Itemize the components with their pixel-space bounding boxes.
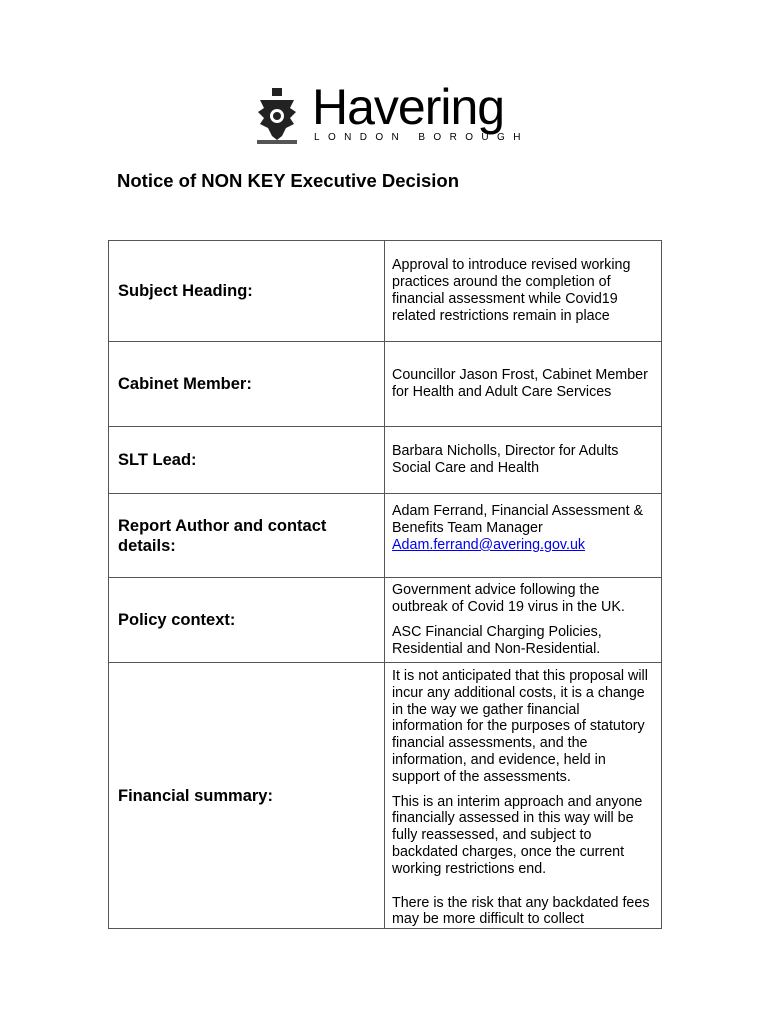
page-title: Notice of NON KEY Executive Decision — [117, 170, 460, 191]
brand-name: Havering — [312, 79, 505, 135]
brand-subtitle: LONDON BOROUGH — [314, 132, 529, 143]
table-row — [109, 663, 662, 929]
slt-lead-value: Barbara Nicholls, Director for Adults Social Care and Health — [392, 443, 619, 476]
row-label: Cabinet Member: — [109, 342, 385, 427]
row-label: Financial summary: — [109, 663, 385, 929]
havering-logo — [252, 79, 532, 150]
financial-summary-para: It is not anticipated that this proposal will incur any additional costs, it is a change in the way we gather financial information for the purposes of statutory financial assessments, and the information, and evidence, held in support of the assessments. — [392, 668, 648, 785]
financial-summary-para: This is an interim approach and anyone financially assessed in this way will be fully reassessed, and subject to backdated charges, once the current working restrictions end. — [392, 793, 643, 877]
financial-summary-para: There is the risk that any backdated fees may be more difficult to collect — [392, 894, 650, 928]
policy-context-para: Government advice following the outbreak of Covid 19 virus in the UK. — [392, 582, 625, 616]
table-row — [109, 342, 662, 427]
table-row — [109, 241, 662, 342]
row-label: Subject Heading: — [109, 241, 385, 342]
decision-table — [108, 240, 662, 929]
table-row — [109, 494, 662, 578]
crest-icon — [252, 86, 302, 148]
row-label: Report Author and contact details: — [109, 494, 385, 578]
subject-heading-value: Approval to introduce revised working practices around the completion of financial assessment while Covid19 related restrictions remain in place — [392, 257, 631, 324]
report-author-value: Adam Ferrand, Financial Assessment & Benefits Team Manager — [392, 503, 644, 537]
cabinet-member-value: Councillor Jason Frost, Cabinet Member for Health and Adult Care Services — [392, 367, 648, 400]
row-label: SLT Lead: — [109, 427, 385, 494]
table-row — [109, 427, 662, 494]
row-label: Policy context: — [109, 578, 385, 663]
author-email-link[interactable]: Adam.ferrand@avering.gov.uk — [392, 536, 586, 553]
table-row — [109, 578, 662, 663]
policy-context-para: ASC Financial Charging Policies, Residential and Non-Residential. — [392, 624, 602, 657]
